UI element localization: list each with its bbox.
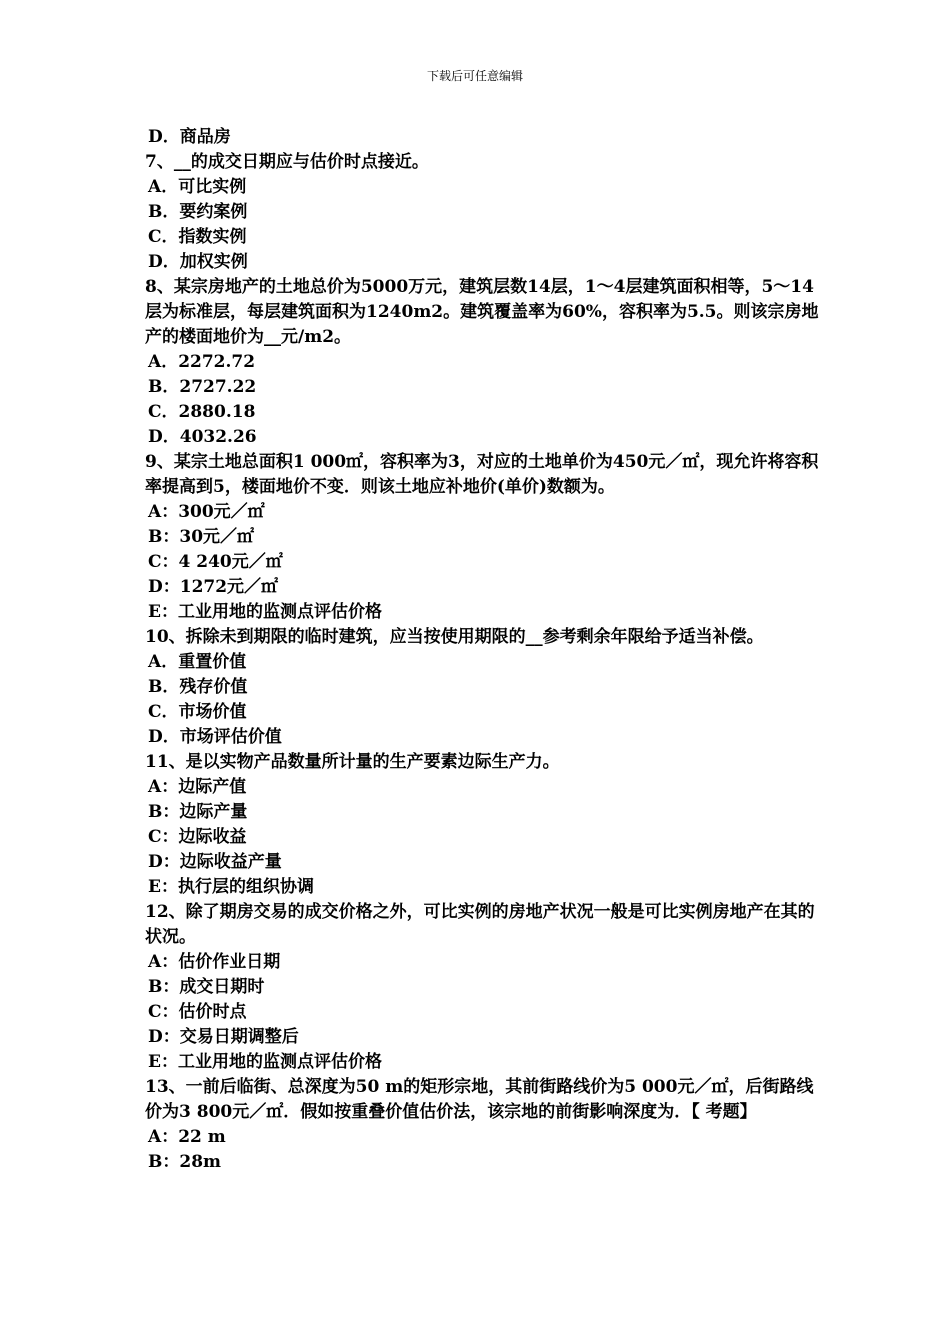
question-line: 12、除了期房交易的成交价格之外，可比实例的房地产状况一般是可比实例房地产在其的状况。 bbox=[145, 902, 815, 947]
option-line: B：边际产量 bbox=[148, 802, 248, 822]
option-line: E：执行层的组织协调 bbox=[148, 877, 314, 897]
option-line: C：估价时点 bbox=[148, 1002, 247, 1022]
option-line: D．市场评估价值 bbox=[148, 727, 282, 747]
question-line: 13、一前后临街、总深度为50 m的矩形宗地，其前街路线价为5 000元／㎡，后街路线价为3 800元／㎡．假如按重叠价值估价法，该宗地的前街影响深度为．【 考题】 bbox=[145, 1077, 814, 1122]
option-line: A：300元／㎡ bbox=[148, 502, 265, 522]
option-line: B．2727.22 bbox=[148, 377, 257, 397]
option-line: B：28m bbox=[148, 1152, 222, 1172]
option-line: A：边际产值 bbox=[148, 777, 247, 797]
question-line: 9、某宗土地总面积1 000㎡，容积率为3，对应的土地单价为450元／㎡，现允许将容积率提高到5，楼面地价不变．则该土地应补地价(单价)数额为。 bbox=[145, 452, 819, 497]
option-line: C．指数实例 bbox=[148, 227, 247, 247]
option-line: D：1272元／㎡ bbox=[148, 577, 279, 597]
option-line: A．重置价值 bbox=[148, 652, 247, 672]
question-line: 8、某宗房地产的土地总价为5000万元，建筑层数14层，1～4层建筑面积相等，5～14层为标准层，每层建筑面积为1240m2。建筑覆盖率为60%，容积率为5.5。则该宗房地产的楼面地价为__元/m2。 bbox=[145, 277, 819, 347]
option-line: A．2272.72 bbox=[148, 352, 256, 372]
exam-content bbox=[145, 125, 825, 1175]
option-line: C．市场价值 bbox=[148, 702, 247, 722]
option-line: A：22 m bbox=[148, 1127, 226, 1147]
option-line: C：边际收益 bbox=[148, 827, 247, 847]
option-line: D：交易日期调整后 bbox=[148, 1027, 299, 1047]
option-line: B．要约案例 bbox=[148, 202, 248, 222]
option-line: D．商品房 bbox=[148, 127, 231, 147]
option-line: A：估价作业日期 bbox=[148, 952, 281, 972]
option-line: C．2880.18 bbox=[148, 402, 256, 422]
header-note: 下载后可任意编辑 bbox=[426, 69, 523, 83]
option-line: B：30元／㎡ bbox=[148, 527, 255, 547]
question-line: 7、__的成交日期应与估价时点接近。 bbox=[145, 152, 429, 172]
option-line: D：边际收益产量 bbox=[148, 852, 282, 872]
option-line: B：成交日期时 bbox=[148, 977, 265, 997]
question-line: 10、拆除未到期限的临时建筑，应当按使用期限的__参考剩余年限给予适当补偿。 bbox=[145, 627, 764, 647]
option-line: E：工业用地的监测点评估价格 bbox=[148, 602, 382, 622]
option-line: B．残存价值 bbox=[148, 677, 248, 697]
option-line: D．加权实例 bbox=[148, 252, 248, 272]
question-line: 11、是以实物产品数量所计量的生产要素边际生产力。 bbox=[145, 752, 560, 772]
option-line: E：工业用地的监测点评估价格 bbox=[148, 1052, 382, 1072]
option-line: A．可比实例 bbox=[148, 177, 247, 197]
option-line: D．4032.26 bbox=[148, 427, 257, 447]
option-line: C：4 240元／㎡ bbox=[148, 552, 283, 572]
